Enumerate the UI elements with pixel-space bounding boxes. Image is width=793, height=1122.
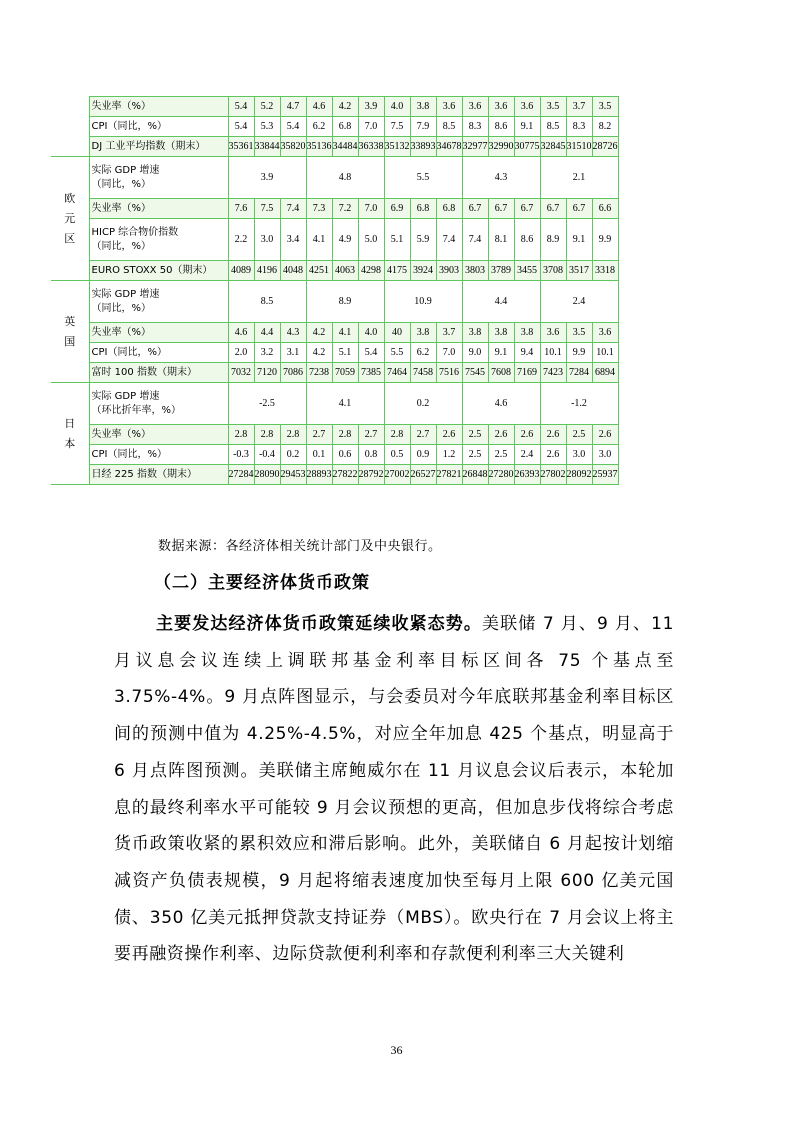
table-cell: 9.0 — [462, 343, 488, 363]
row-label-text: 失业率（%） — [91, 428, 152, 440]
row-label — [89, 363, 228, 383]
table-cell: 4063 — [332, 261, 358, 281]
table-row — [51, 445, 618, 465]
table-cell: 28792 — [358, 465, 384, 485]
table-cell: 2.7 — [410, 425, 436, 445]
row-label-text: 失业率（%） — [91, 100, 152, 112]
gdp-cell: 8.5 — [228, 281, 306, 323]
table-cell: 5.4 — [228, 117, 254, 137]
table-cell: 26527 — [410, 465, 436, 485]
table-cell: 3.5 — [592, 97, 618, 117]
table-row — [51, 97, 618, 117]
table-cell: 7.0 — [436, 343, 462, 363]
table-cell: 4.3 — [280, 323, 306, 343]
table-cell: 7.4 — [280, 199, 306, 219]
row-label-subtext: （同比，%） — [91, 240, 152, 252]
row-label — [89, 137, 228, 157]
region-name: 英国 — [64, 314, 76, 348]
table-cell: 3.5 — [566, 323, 592, 343]
table-cell: 4.4 — [254, 323, 280, 343]
table-cell: 9.1 — [488, 343, 514, 363]
table-cell: 4.0 — [384, 97, 410, 117]
table-cell: 3803 — [462, 261, 488, 281]
table-cell: 2.7 — [306, 425, 332, 445]
table-cell: 32845 — [540, 137, 566, 157]
table-cell: 7423 — [540, 363, 566, 383]
table-cell: 28090 — [254, 465, 280, 485]
table-cell: 10.1 — [540, 343, 566, 363]
table-cell: 6.2 — [410, 343, 436, 363]
table-cell: 2.5 — [566, 425, 592, 445]
row-label-text: EURO STOXX 50（期末） — [91, 264, 213, 276]
table-cell: 5.1 — [332, 343, 358, 363]
row-label-subtext: （环比折年率，%） — [91, 404, 182, 416]
table-cell: 0.5 — [384, 445, 410, 465]
table-cell: 6.7 — [540, 199, 566, 219]
table-cell: 2.5 — [462, 425, 488, 445]
row-label-text: 富时 100 指数（期末） — [91, 366, 197, 378]
table-cell: 3903 — [436, 261, 462, 281]
table-cell: 2.7 — [358, 425, 384, 445]
table-cell: 4.1 — [306, 219, 332, 261]
table-cell: 2.6 — [540, 445, 566, 465]
gdp-cell: 4.4 — [462, 281, 540, 323]
table-cell: 2.2 — [228, 219, 254, 261]
table-cell: 27284 — [228, 465, 254, 485]
table-row — [51, 363, 618, 383]
table-cell: 7.9 — [410, 117, 436, 137]
table-cell: 4.2 — [332, 97, 358, 117]
table-cell: 3.0 — [592, 445, 618, 465]
row-label — [89, 343, 228, 363]
table-cell: 4196 — [254, 261, 280, 281]
table-cell: 4175 — [384, 261, 410, 281]
table-cell: 8.6 — [488, 117, 514, 137]
table-cell: 4.9 — [332, 219, 358, 261]
table-cell: 34484 — [332, 137, 358, 157]
table-row — [51, 199, 618, 219]
table-cell: 2.6 — [488, 425, 514, 445]
table-cell: 7464 — [384, 363, 410, 383]
row-label-text: CPI（同比，%） — [91, 346, 167, 358]
table-cell: 27280 — [488, 465, 514, 485]
region-name: 日本 — [64, 416, 76, 450]
row-label — [89, 199, 228, 219]
section-heading: （二）主要经济体货币政策 — [154, 573, 370, 593]
table-cell: 3.6 — [514, 97, 540, 117]
row-label-text: 失业率（%） — [91, 202, 152, 214]
table-cell: 6.6 — [592, 199, 618, 219]
table-cell: 9.9 — [566, 343, 592, 363]
table-cell: 7238 — [306, 363, 332, 383]
table-cell: 28893 — [306, 465, 332, 485]
table-cell: 5.4 — [228, 97, 254, 117]
gdp-cell: 10.9 — [384, 281, 462, 323]
gdp-cell: 0.2 — [384, 383, 462, 425]
table-cell: 4048 — [280, 261, 306, 281]
table-cell: 34678 — [436, 137, 462, 157]
row-label — [89, 157, 228, 199]
table-cell: 10.1 — [592, 343, 618, 363]
table-cell: 35361 — [228, 137, 254, 157]
table-cell: 8.6 — [514, 219, 540, 261]
table-cell: 4.2 — [306, 343, 332, 363]
row-label-text: 日经 225 指数（期末） — [91, 468, 197, 480]
table-cell: 7385 — [358, 363, 384, 383]
table-cell: 8.2 — [592, 117, 618, 137]
table-row — [51, 219, 618, 261]
region-label-us — [51, 97, 89, 157]
table-cell: 7120 — [254, 363, 280, 383]
table-cell: 2.4 — [514, 445, 540, 465]
gdp-cell: 2.4 — [540, 281, 618, 323]
table-cell: 2.5 — [488, 445, 514, 465]
table-cell: -0.4 — [254, 445, 280, 465]
table-cell: 5.3 — [254, 117, 280, 137]
row-label — [89, 425, 228, 445]
table-cell: 6.8 — [332, 117, 358, 137]
table-cell: 33844 — [254, 137, 280, 157]
table-cell: 5.4 — [280, 117, 306, 137]
row-label-text: 实际 GDP 增速 — [91, 390, 160, 402]
table-row-gdp — [51, 157, 618, 199]
table-cell: 31510 — [566, 137, 592, 157]
table-cell: 4.7 — [280, 97, 306, 117]
table-cell: 3.7 — [566, 97, 592, 117]
table-cell: -0.3 — [228, 445, 254, 465]
table-cell: 2.6 — [540, 425, 566, 445]
row-label-text: 实际 GDP 增速 — [91, 288, 160, 300]
table-cell: 7516 — [436, 363, 462, 383]
table-cell: 2.5 — [462, 445, 488, 465]
table-cell: 6.2 — [306, 117, 332, 137]
table-cell: 3924 — [410, 261, 436, 281]
region-label — [51, 281, 89, 383]
row-label-subtext: （同比，%） — [91, 178, 152, 190]
paragraph-lead: 主要发达经济体货币政策延续收紧态势。 — [156, 614, 482, 634]
table-cell: 6.7 — [488, 199, 514, 219]
table-cell: 9.4 — [514, 343, 540, 363]
table-cell: 3789 — [488, 261, 514, 281]
table-cell: 27002 — [384, 465, 410, 485]
table-cell: 6894 — [592, 363, 618, 383]
row-label — [89, 97, 228, 117]
table-cell: 7169 — [514, 363, 540, 383]
page-number: 36 — [390, 1043, 403, 1057]
table-cell: 0.2 — [280, 445, 306, 465]
table-cell: 7.0 — [358, 117, 384, 137]
row-label — [89, 281, 228, 323]
table-cell: 6.7 — [462, 199, 488, 219]
table-cell: 7032 — [228, 363, 254, 383]
table-cell: 4251 — [306, 261, 332, 281]
table-cell: 2.6 — [592, 425, 618, 445]
row-label-text: HICP 综合物价指数 — [91, 226, 179, 238]
table-cell: 3708 — [540, 261, 566, 281]
data-source-note: 数据来源：各经济体相关统计部门及中央银行。 — [158, 539, 442, 554]
gdp-cell: 5.5 — [384, 157, 462, 199]
table-cell: 2.6 — [514, 425, 540, 445]
table-cell: 3517 — [566, 261, 592, 281]
table-cell: 3.6 — [540, 323, 566, 343]
table-cell: 6.8 — [436, 199, 462, 219]
row-label — [89, 261, 228, 281]
row-label — [89, 465, 228, 485]
table-row — [51, 117, 618, 137]
table-cell: 0.8 — [358, 445, 384, 465]
table-row — [51, 137, 618, 157]
table-cell: 5.2 — [254, 97, 280, 117]
table-cell: 0.9 — [410, 445, 436, 465]
table-cell: 27802 — [540, 465, 566, 485]
table-cell: 7.6 — [228, 199, 254, 219]
region-name: 欧元区 — [64, 191, 76, 245]
table-cell: 9.9 — [592, 219, 618, 261]
table-cell: 2.8 — [332, 425, 358, 445]
row-label — [89, 383, 228, 425]
table-cell: 7284 — [566, 363, 592, 383]
table-cell: 3.8 — [514, 323, 540, 343]
table-cell: 5.5 — [384, 343, 410, 363]
table-cell: 8.3 — [566, 117, 592, 137]
row-label-text: 实际 GDP 增速 — [91, 164, 160, 176]
table-cell: 7.4 — [462, 219, 488, 261]
table-cell: 36338 — [358, 137, 384, 157]
table-cell: 27822 — [332, 465, 358, 485]
economic-indicators-table — [51, 96, 619, 485]
row-label-subtext: （同比，%） — [91, 302, 152, 314]
table-cell: 4089 — [228, 261, 254, 281]
table-cell: 6.7 — [514, 199, 540, 219]
table-cell: 3.9 — [358, 97, 384, 117]
table-row-gdp — [51, 383, 618, 425]
row-label-text: CPI（同比，%） — [91, 120, 167, 132]
row-label-text: DJ 工业平均指数（期末） — [91, 140, 206, 152]
table-cell: 6.9 — [384, 199, 410, 219]
table-cell: 5.1 — [384, 219, 410, 261]
table-cell: 25937 — [592, 465, 618, 485]
table-cell: 4.2 — [306, 323, 332, 343]
table-cell: 32977 — [462, 137, 488, 157]
table-cell: 8.5 — [540, 117, 566, 137]
table-cell: 9.1 — [514, 117, 540, 137]
table-cell: 7.0 — [358, 199, 384, 219]
gdp-cell: -1.2 — [540, 383, 618, 425]
table-cell: 3.6 — [592, 323, 618, 343]
table-cell: 0.1 — [306, 445, 332, 465]
table-cell: 2.8 — [280, 425, 306, 445]
table-cell: 5.0 — [358, 219, 384, 261]
table-cell: 4298 — [358, 261, 384, 281]
table-cell: 3.8 — [410, 323, 436, 343]
table-cell: 3318 — [592, 261, 618, 281]
table-cell: 4.6 — [228, 323, 254, 343]
table-cell: 9.1 — [566, 219, 592, 261]
row-label-text: 失业率（%） — [91, 326, 152, 338]
table-cell: 3.6 — [462, 97, 488, 117]
table-cell: 8.3 — [462, 117, 488, 137]
gdp-cell: 8.9 — [306, 281, 384, 323]
table-cell: 0.6 — [332, 445, 358, 465]
table-cell: 35820 — [280, 137, 306, 157]
table-cell: 7.3 — [306, 199, 332, 219]
table-cell: 1.2 — [436, 445, 462, 465]
table-cell: 3455 — [514, 261, 540, 281]
gdp-cell: 4.8 — [306, 157, 384, 199]
table-cell: 35136 — [306, 137, 332, 157]
gdp-cell: 3.9 — [228, 157, 306, 199]
row-label — [89, 323, 228, 343]
table-cell: 6.8 — [410, 199, 436, 219]
region-label — [51, 383, 89, 485]
table-cell: 2.0 — [228, 343, 254, 363]
row-label — [89, 117, 228, 137]
body-paragraph — [114, 606, 674, 973]
table-cell: 3.8 — [462, 323, 488, 343]
table-cell: 30775 — [514, 137, 540, 157]
table-cell: 3.0 — [566, 445, 592, 465]
table-cell: 3.1 — [280, 343, 306, 363]
table-cell: 7.5 — [384, 117, 410, 137]
table-cell: 7608 — [488, 363, 514, 383]
table-cell: 7086 — [280, 363, 306, 383]
table-cell: 7458 — [410, 363, 436, 383]
table-row — [51, 261, 618, 281]
paragraph-body: 美联储 7 月、9 月、11 月议息会议连续上调联邦基金利率目标区间各 75 个基点至 3.75%-4%。9 月点阵图显示，与会委员对今年底联邦基金利率目标区间的预测中值为 4.25%-4.5%，对应全年加息 425 个基点，明显高于 6 月点阵图预测。美联储主席鲍威尔在 11 月议息会议后表示，本轮加息的最终利率水平可能较 9 月会议预想的更高，但加息步伐将综合考虑货币政策收紧的累积效应和滞后影响。此外，美联储自 6 月起按计划缩减资产负债表规模，9 月起将缩表速度加快至每月上限 600 亿美元国债、350 亿美元抵押贷款支持证券（MBS）。欧央行在 7 月会议上将主要再融资操作利率、边际贷款便利利率和存款便利利率三大关键利 — [114, 614, 674, 965]
table-cell: 2.8 — [228, 425, 254, 445]
table-row — [51, 425, 618, 445]
table-cell: 2.6 — [436, 425, 462, 445]
table-cell: 33893 — [410, 137, 436, 157]
table-cell: 7545 — [462, 363, 488, 383]
table-cell: 35132 — [384, 137, 410, 157]
table-cell: 3.8 — [410, 97, 436, 117]
table-cell: 8.9 — [540, 219, 566, 261]
table-cell: 3.7 — [436, 323, 462, 343]
table-cell: 3.2 — [254, 343, 280, 363]
table-cell: 5.9 — [410, 219, 436, 261]
gdp-cell: 2.1 — [540, 157, 618, 199]
table-cell: 7.5 — [254, 199, 280, 219]
table-cell: 3.6 — [436, 97, 462, 117]
gdp-cell: 4.6 — [462, 383, 540, 425]
row-label — [89, 219, 228, 261]
table-cell: 40 — [384, 323, 410, 343]
table-cell: 26848 — [462, 465, 488, 485]
table-cell: 2.8 — [254, 425, 280, 445]
table-body — [51, 97, 618, 485]
table-row-gdp — [51, 281, 618, 323]
table-row — [51, 323, 618, 343]
table-cell: 27821 — [436, 465, 462, 485]
table-cell: 8.1 — [488, 219, 514, 261]
table-cell: 28092 — [566, 465, 592, 485]
table-cell: 5.4 — [358, 343, 384, 363]
row-label — [89, 445, 228, 465]
gdp-cell: 4.1 — [306, 383, 384, 425]
table-cell: 6.7 — [566, 199, 592, 219]
table-cell: 32990 — [488, 137, 514, 157]
table-cell: 4.1 — [332, 323, 358, 343]
table-cell: 28726 — [592, 137, 618, 157]
table-cell: 8.5 — [436, 117, 462, 137]
table-row — [51, 465, 618, 485]
gdp-cell: 4.3 — [462, 157, 540, 199]
table-cell: 7.2 — [332, 199, 358, 219]
table-cell: 3.4 — [280, 219, 306, 261]
table-cell: 3.5 — [540, 97, 566, 117]
table-row — [51, 343, 618, 363]
table-cell: 26393 — [514, 465, 540, 485]
table-cell: 4.0 — [358, 323, 384, 343]
row-label-text: CPI（同比，%） — [91, 448, 167, 460]
table-cell: 3.6 — [488, 97, 514, 117]
gdp-cell: -2.5 — [228, 383, 306, 425]
table-cell: 3.8 — [488, 323, 514, 343]
table-cell: 7059 — [332, 363, 358, 383]
table-cell: 29453 — [280, 465, 306, 485]
table-cell: 7.4 — [436, 219, 462, 261]
table-cell: 2.8 — [384, 425, 410, 445]
table-cell: 4.6 — [306, 97, 332, 117]
region-label — [51, 157, 89, 281]
table-cell: 3.0 — [254, 219, 280, 261]
